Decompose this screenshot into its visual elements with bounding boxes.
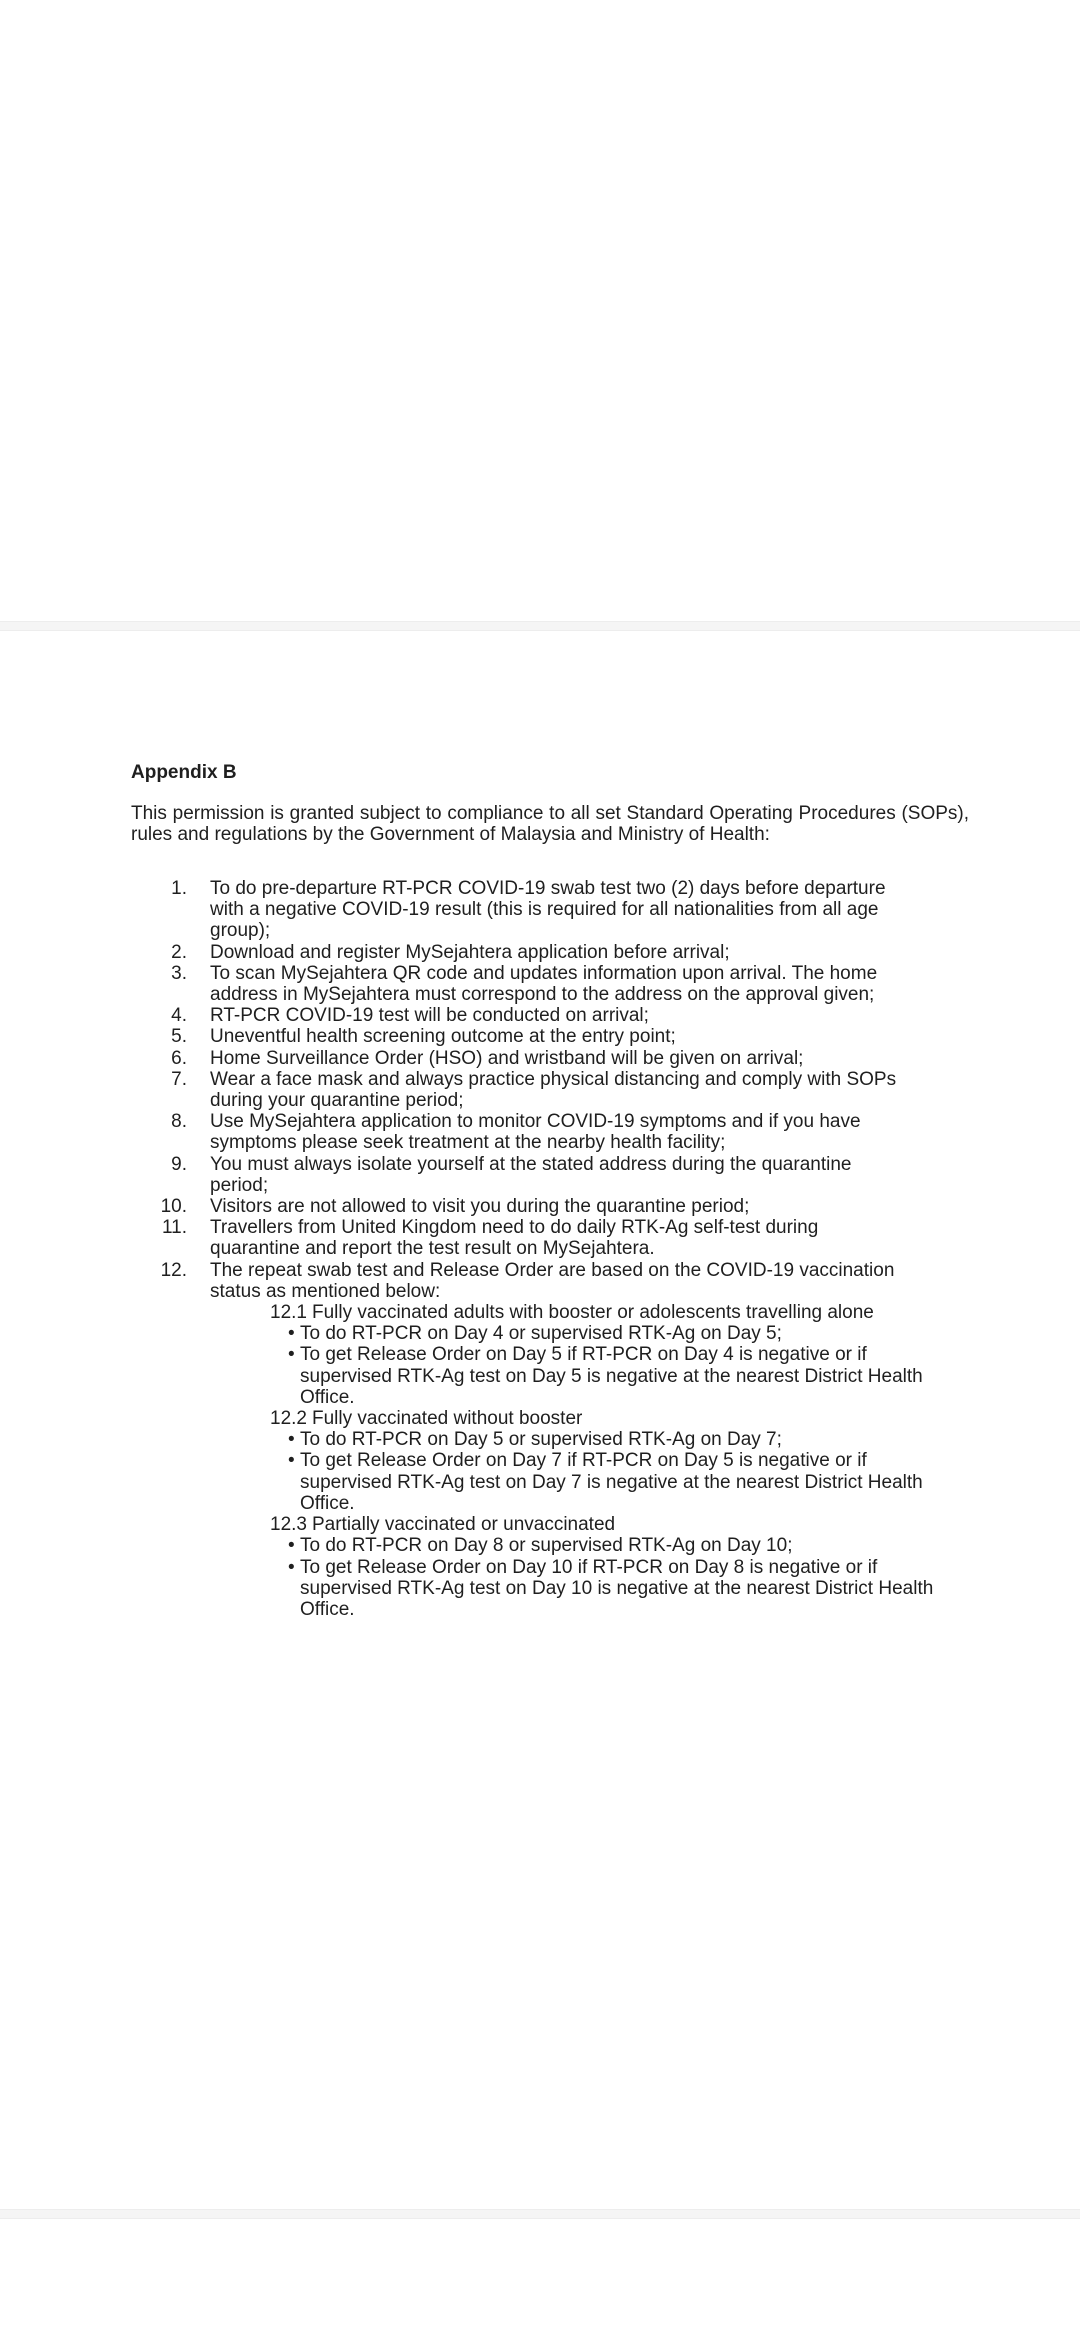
bullet-text: To get Release Order on Day 5 if RT-PCR on Day 4 is negative or if supervised RTK-Ag test on Day 5 is negative at the nearest District Health Office. [300,1344,923,1408]
subsection-label: 12.1 [270,1302,307,1324]
subsection-label: 12.2 [270,1408,307,1430]
bullet-item [131,1344,1080,1408]
bullet-item [131,1535,1080,1556]
list-item [131,1217,1080,1259]
list-item [131,942,1080,963]
list-item-number: 1. [171,878,187,899]
bullet-item [131,1323,1080,1344]
list-item-number: 3. [171,962,187,984]
list-item-text: Use MySejahtera application to monitor COVID-19 symptoms and if you have symptoms please seek treatment at the nearby health facility; [210,1111,861,1154]
bullet-marker: • [288,1450,295,1472]
list-item-number: 8. [171,1111,187,1133]
bullet-marker: • [288,1429,295,1451]
list-item-text: Travellers from United Kingdom need to do daily RTK-Ag self-test during quarantine and report the test result on MySejahtera. [210,1217,819,1260]
document-page [0,631,1080,2209]
list-item [131,1154,1080,1196]
list-item-number: 7. [171,1068,187,1090]
list-item [131,1005,1080,1026]
list-item [131,1111,1080,1153]
list-item [131,1196,1080,1217]
list-item-text: Visitors are not allowed to visit you during the quarantine period; [210,1196,750,1218]
list-item-number: 2. [171,941,187,963]
bullet-text: To get Release Order on Day 10 if RT-PCR on Day 8 is negative or if supervised RTK-Ag test on Day 10 is negative at the nearest District Health Office. [300,1556,934,1620]
bullet-item [131,1429,1080,1450]
list-item-text: You must always isolate yourself at the stated address during the quarantine period; [210,1153,852,1196]
previous-page-bottom [0,0,1080,621]
subsection-label: 12.3 [270,1514,307,1536]
bullet-marker: • [288,1344,295,1366]
list-item [131,1026,1080,1047]
list-item-text: To scan MySejahtera QR code and updates information upon arrival. The home address in MySejahtera must correspond to the address on the approval given; [210,962,878,1006]
list-item-text: Uneventful health screening outcome at the entry point; [210,1026,676,1048]
subsection-title: Fully vaccinated without booster [311,1408,583,1430]
sop-list [131,878,1080,1620]
list-item [131,963,1080,1005]
intro-paragraph: This permission is granted subject to compliance to all set Standard Operating Procedures (SOPs), rules and regulations by the Government of Malaysia and Ministry of Health: [131,803,969,845]
subsection-title: Partially vaccinated or unvaccinated [311,1514,616,1536]
subsection-heading [270,1408,1080,1429]
list-item-number: 11. [161,1217,187,1239]
list-item-number: 6. [171,1047,187,1069]
bullet-text: To get Release Order on Day 7 if RT-PCR on Day 5 is negative or if supervised RTK-Ag test on Day 7 is negative at the nearest District Health Office. [300,1450,923,1514]
list-item-text: Download and register MySejahtera application before arrival; [210,941,730,963]
page-separator-top [0,621,1080,631]
list-item [131,1260,1080,1302]
list-item-number: 10. [160,1196,187,1218]
appendix-heading: Appendix B [131,762,237,783]
subsection-heading [270,1302,1080,1323]
list-item-number: 12. [160,1259,187,1281]
list-item-text: Wear a face mask and always practice physical distancing and comply with SOPs during your quarantine period; [210,1068,897,1112]
bullet-text: To do RT-PCR on Day 4 or supervised RTK-Ag on Day 5; [300,1323,782,1345]
page-separator-bottom [0,2209,1080,2219]
bullet-marker: • [288,1323,295,1345]
bullet-text: To do RT-PCR on Day 8 or supervised RTK-Ag on Day 10; [300,1535,793,1557]
bullet-item [131,1557,1080,1621]
list-item [131,1048,1080,1069]
list-item [131,878,1080,942]
list-item-text: The repeat swab test and Release Order are based on the COVID-19 vaccination status as mentioned below: [210,1259,895,1302]
list-item-text: Home Surveillance Order (HSO) and wristband will be given on arrival; [210,1047,804,1069]
subsection-heading [270,1514,1080,1535]
bullet-text: To do RT-PCR on Day 5 or supervised RTK-Ag on Day 7; [300,1429,782,1451]
subsection-title: Fully vaccinated adults with booster or adolescents travelling alone [311,1302,874,1324]
list-item-text: To do pre-departure RT-PCR COVID-19 swab test two (2) days before departure with a negative COVID-19 result (this is required for all nationalities from all age group); [210,878,886,942]
list-item-number: 4. [171,1005,187,1027]
next-page-top [0,2219,1080,2340]
bullet-marker: • [288,1556,295,1578]
bullet-item [131,1450,1080,1514]
list-item-number: 5. [171,1026,187,1048]
list-item-text: RT-PCR COVID-19 test will be conducted on arrival; [210,1005,649,1027]
list-item [131,1069,1080,1111]
bullet-marker: • [288,1535,295,1557]
list-item-number: 9. [171,1153,187,1175]
